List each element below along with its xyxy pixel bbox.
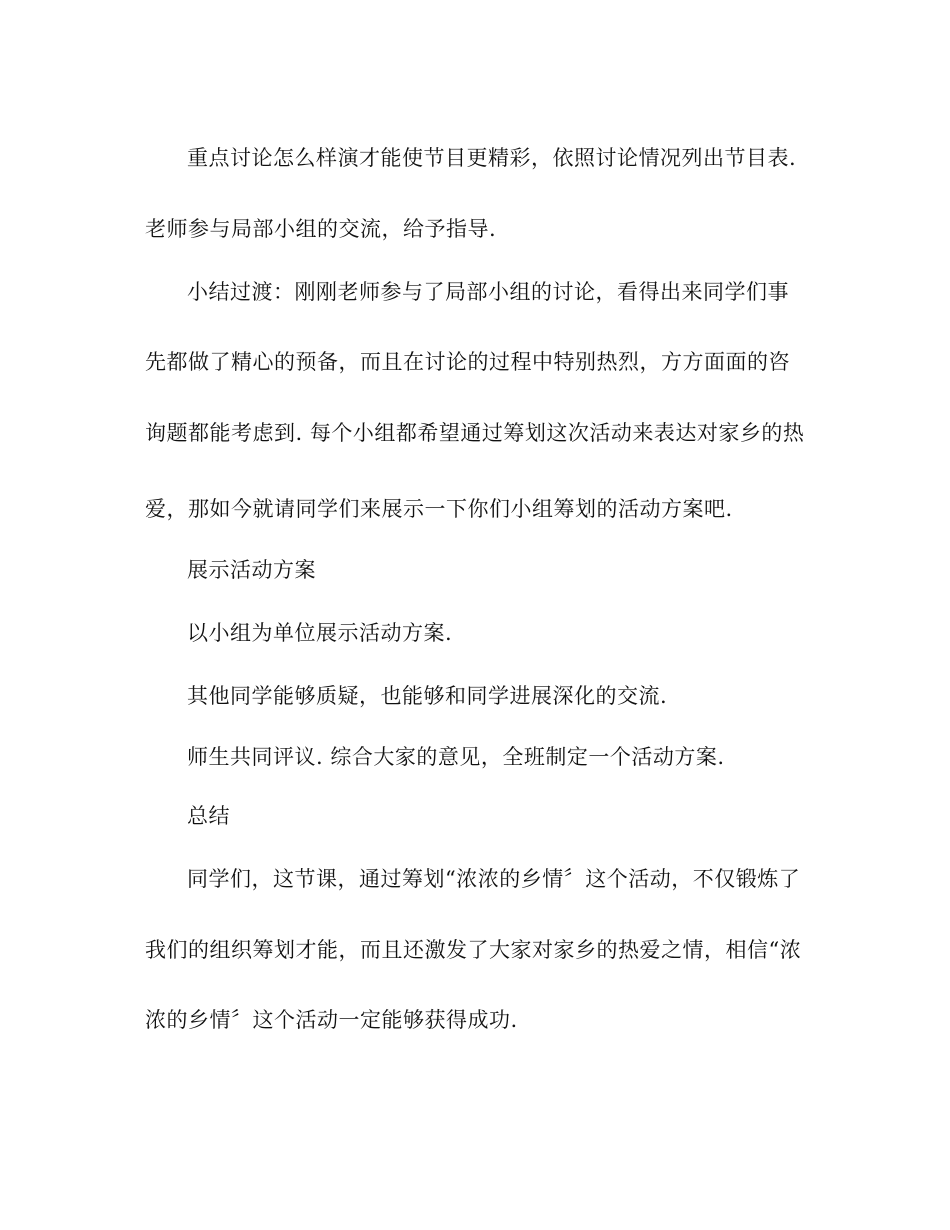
paragraph-line: 同学们，这节课，通过筹划“浓浓的乡情〞这个活动，不仅锻炼了 — [187, 867, 801, 891]
paragraph-line: 其他同学能够质疑，也能够和同学进展深化的交流. — [187, 684, 668, 708]
paragraph-line: 先都做了精心的预备，而且在讨论的过程中特别热烈，方方面面的咨 — [145, 350, 790, 374]
paragraph-line: 老师参与局部小组的交流，给予指导. — [145, 217, 497, 241]
paragraph-line: 询题都能考虑到. 每个小组都希望通过筹划这次活动来表达对家乡的热 — [145, 421, 805, 445]
paragraph-line: 师生共同评议. 综合大家的意见，全班制定一个活动方案. — [187, 745, 725, 769]
paragraph-line: 爱，那如今就请同学们来展示一下你们小组筹划的活动方案吧. — [145, 497, 733, 521]
paragraph-line: 以小组为单位展示活动方案. — [187, 621, 453, 645]
section-heading: 展示活动方案 — [187, 558, 316, 582]
paragraph-line: 浓的乡情〞这个活动一定能够获得成功. — [145, 1008, 518, 1032]
paragraph-line: 我们的组织筹划才能，而且还激发了大家对家乡的热爱之情，相信“浓 — [145, 938, 802, 962]
section-heading: 总结 — [187, 804, 230, 828]
paragraph-line: 重点讨论怎么样演才能使节目更精彩，依照讨论情况列出节目表. — [187, 146, 797, 170]
paragraph-line: 小结过渡：刚刚老师参与了局部小组的讨论，看得出来同学们事 — [187, 280, 789, 304]
